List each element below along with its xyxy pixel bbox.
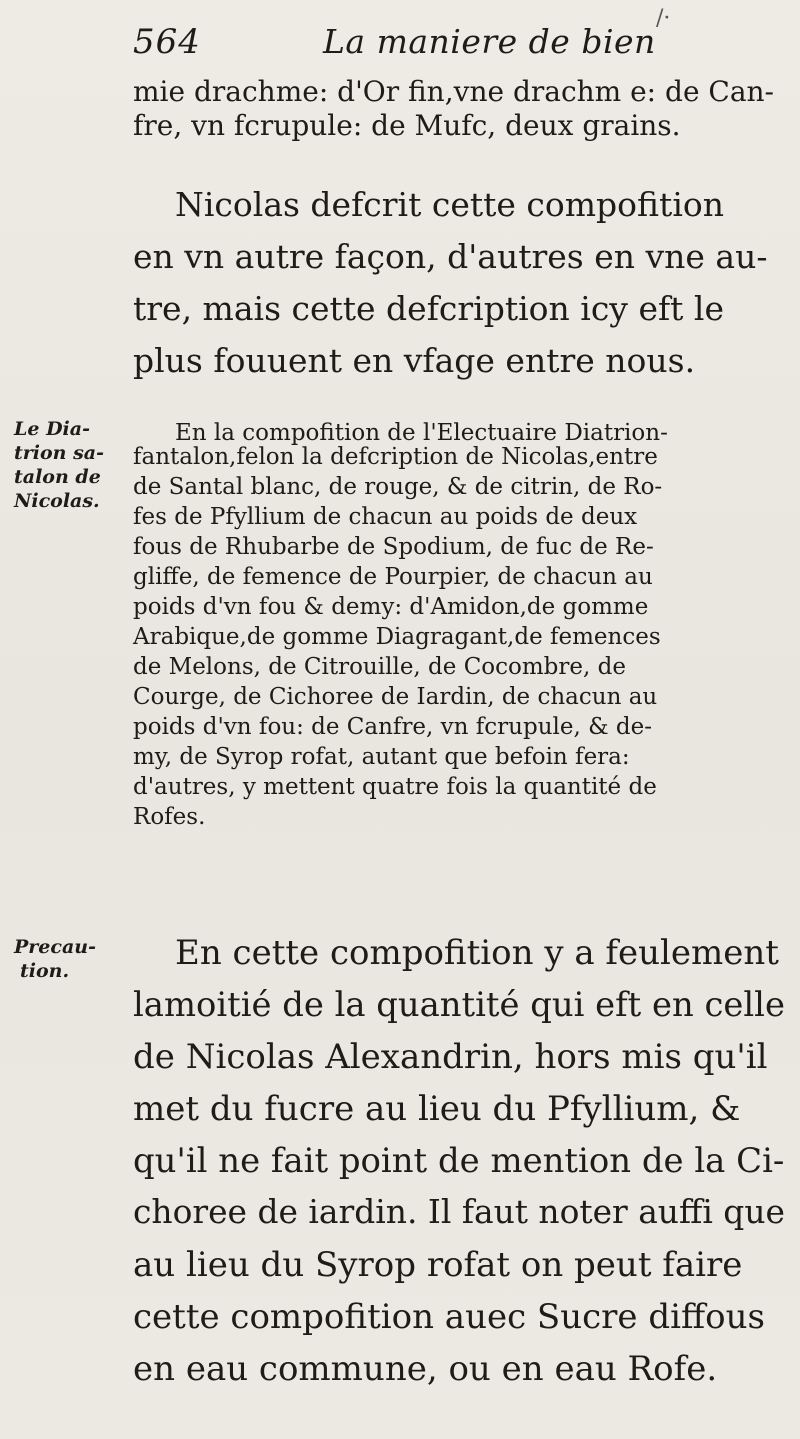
- text-line: en vn autre façon, d'autres en vne au-: [133, 237, 768, 276]
- text-line: Arabique,de gomme Diagragant,de femences: [133, 624, 661, 650]
- text-line: fous de Rhubarbe de Spodium, de fuc de Re-: [133, 534, 654, 560]
- text-line: mie drachme: d'Or fin,vne drachm e: de Can-: [133, 75, 775, 108]
- margin-note-line: Nicolas.: [14, 490, 100, 512]
- text-line: choree de iardin. Il faut noter auffi que: [133, 1192, 785, 1231]
- text-line: Rofes.: [133, 804, 206, 830]
- margin-note-line: trion sa-: [14, 442, 104, 464]
- text-line: plus fouuent en vfage entre nous.: [133, 341, 696, 380]
- text-line: qu'il ne fait point de mention de la Ci-: [133, 1141, 785, 1180]
- page-marker: /·: [656, 6, 671, 31]
- text-line: poids d'vn fou & demy: d'Amidon,de gomme: [133, 594, 649, 620]
- text-line: fre, vn fcrupule: de Mufc, deux grains.: [133, 109, 681, 142]
- running-head: [133, 6, 773, 72]
- text-line: tre, mais cette defcription icy eft le: [133, 289, 725, 328]
- text-line: en eau commune, ou en eau Rofe.: [133, 1349, 718, 1389]
- margin-note-line: Precau-: [14, 936, 96, 958]
- text-line: fes de Pfyllium de chacun au poids de deux: [133, 504, 638, 530]
- text-line: Courge, de Cichoree de Iardin, de chacun au: [133, 684, 658, 710]
- text-line: de Santal blanc, de rouge, & de citrin, de Ro-: [133, 474, 663, 500]
- text-line: Nicolas defcrit cette compofition: [175, 185, 724, 224]
- text-line: met du fucre au lieu du Pfyllium, &: [133, 1089, 741, 1129]
- text-line: my, de Syrop rofat, autant que befoin fera:: [133, 744, 630, 770]
- text-line: fantalon,felon la defcription de Nicolas,entre: [133, 444, 658, 470]
- text-line: poids d'vn fou: de Canfre, vn fcrupule, & de-: [133, 714, 653, 740]
- margin-note-line: talon de: [14, 466, 101, 488]
- text-line: de Melons, de Citrouille, de Cocombre, de: [133, 654, 626, 680]
- text-line: cette compofition auec Sucre diffous: [133, 1297, 765, 1337]
- running-title: La maniere de bien: [323, 22, 656, 61]
- text-line: lamoitié de la quantité qui eft en celle: [133, 985, 785, 1024]
- text-line: En la compofition de l'Electuaire Diatrion-: [175, 420, 668, 446]
- text-line: d'autres, y mettent quatre fois la quantité de: [133, 774, 657, 800]
- page-number: 564: [133, 22, 201, 62]
- margin-note-line: tion.: [20, 960, 70, 982]
- margin-note-line: Le Dia-: [14, 418, 90, 440]
- text-line: au lieu du Syrop rofat on peut faire: [133, 1245, 743, 1285]
- text-line: de Nicolas Alexandrin, hors mis qu'il: [133, 1037, 768, 1077]
- text-line: En cette compofition y a feulement: [175, 933, 779, 973]
- text-line: gliffe, de femence de Pourpier, de chacun au: [133, 564, 653, 590]
